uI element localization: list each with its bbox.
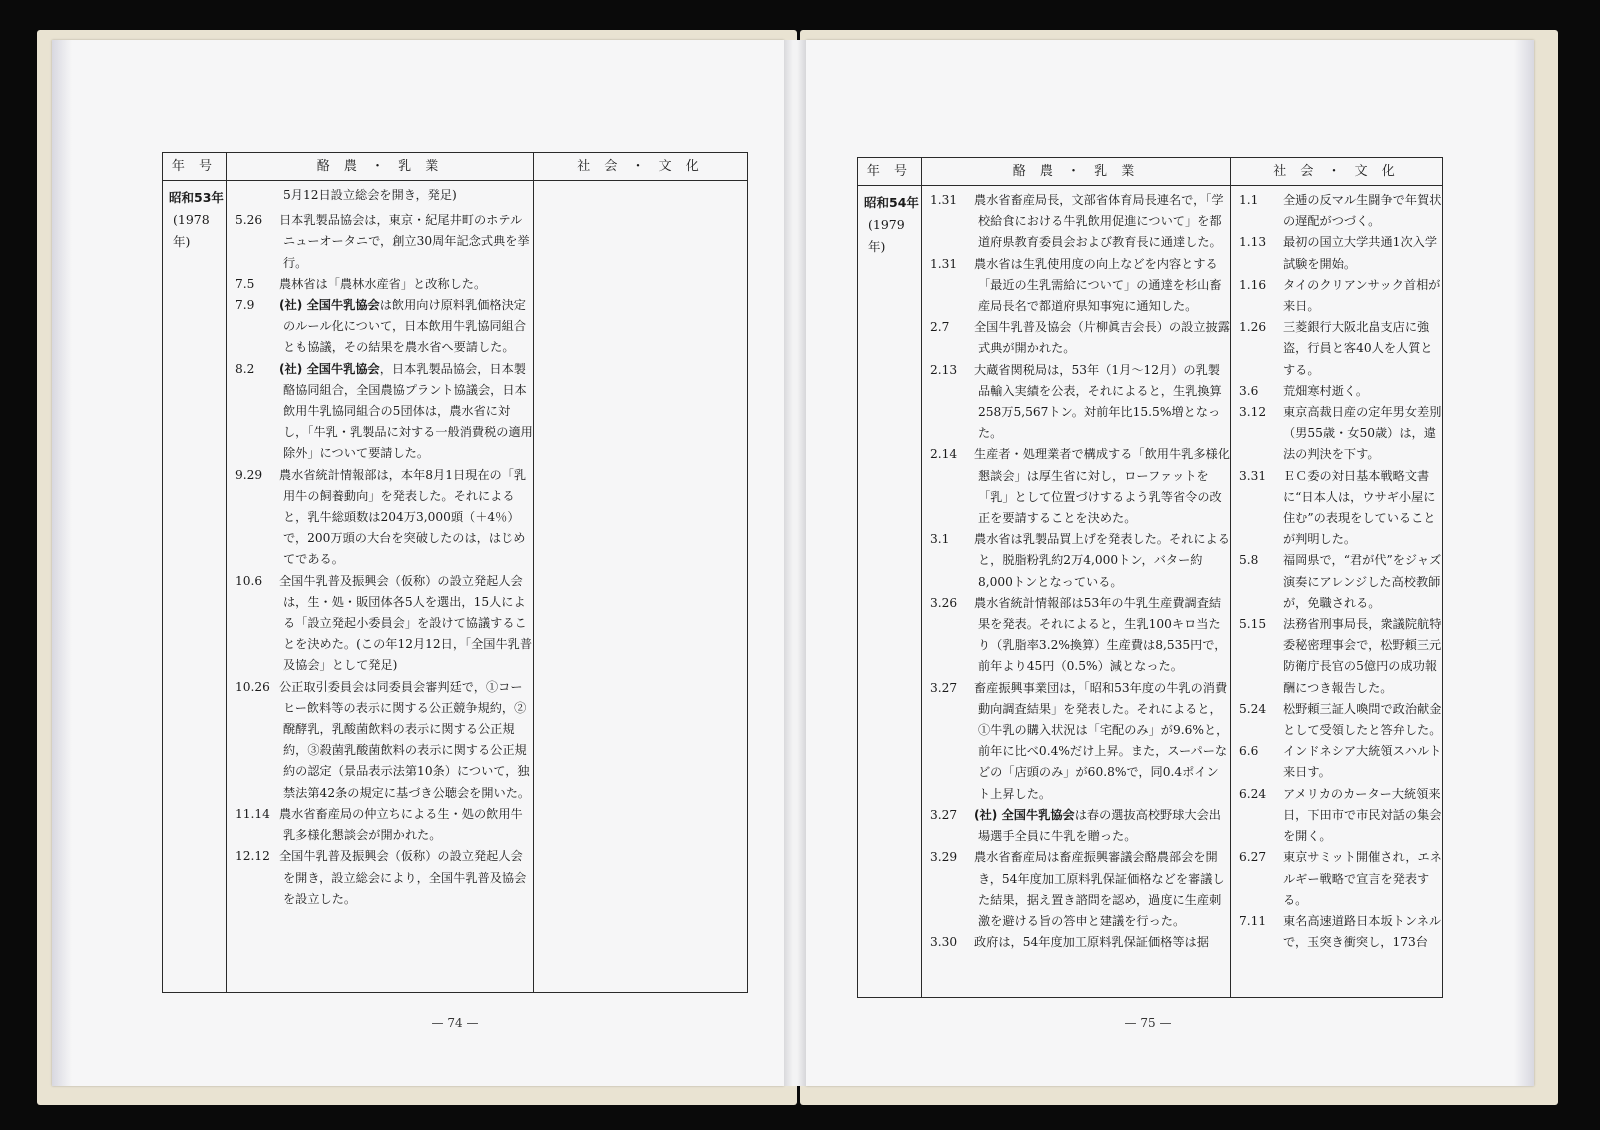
event-date: 6.6 — [1239, 744, 1259, 759]
event-entry — [227, 359, 533, 465]
event-text: 日本乳製品協会は，東京・紀尾井町のホテルニューオータニで，創立30周年記念式典を挙行。 — [279, 213, 530, 270]
event-text: ，日本乳製品協会，日本製酪協同組合，全国農協プラント協議会，日本飲用牛乳協同組合の5団体は，農水省に対し，「牛乳・乳製品に対する一般消費税の適用除外」について要請した。 — [283, 361, 533, 461]
event-text: 全国牛乳普及振興会（仮称）の設立発起人会は，生・処・販団体各5人を選出，15人による「設立発起小委員会」を設けて協議することを決めた。(この年12月12日，「全国牛乳普及協会」として発足) — [279, 573, 533, 673]
event-text: は飲用向け原料乳価格決定のルール化について，日本飲用牛乳協同組合とも協議，その結果を農水省へ要請した。 — [283, 298, 527, 355]
event-entry — [922, 932, 1230, 953]
event-text: 法務省刑事局長，衆議院航特委秘密理事会で，松野頼三元防衛庁長官の5億円の成功報酬につき報告した。 — [1283, 617, 1442, 695]
event-entry — [227, 846, 533, 910]
dairy-event-list — [922, 190, 1230, 953]
event-date: 1.31 — [930, 193, 958, 207]
event-text: 農水省畜産局は畜産振興審議会酪農部会を開き，54年度加工原料乳保証価格などを審議した結果，据え置き諮問を認め，過度に生産刺激を避ける旨の答申と建議を行った。 — [974, 850, 1225, 928]
event-text: 東京高裁日産の定年男女差別（男55歳・女50歳）は，違法の判決を下す。 — [1283, 405, 1442, 462]
event-text: 三菱銀行大阪北畠支店に強盗，行員と客40人を人質とする。 — [1283, 320, 1433, 377]
event-date: 1.31 — [930, 256, 958, 271]
event-date: 3.6 — [1239, 383, 1259, 398]
event-date: 5.26 — [235, 213, 263, 228]
dairy-events-cell — [227, 181, 534, 993]
header-year: 年 号 — [858, 158, 922, 186]
event-text: 農水省統計情報部は，本年8月1日現在の「乳用牛の飼養動向」を発表した。それによると，乳牛総頭数は204万3,000頭（＋4％）で，200万頭の大台を突破したのは，はじめてである。 — [279, 467, 527, 567]
event-text: ＥＣ委の対日基本戦略文書に“日本人は，ウサギ小屋に住む”の表現をしていることが判明した。 — [1283, 468, 1436, 547]
event-date: 5.8 — [1239, 553, 1259, 568]
year-era: 昭和53年 — [169, 190, 224, 205]
event-entry — [922, 805, 1230, 847]
event-text: 最初の国立大学共通1次入学試験を開始。 — [1283, 235, 1438, 271]
event-date: 8.2 — [235, 361, 255, 376]
year-western: (1979年) — [868, 217, 905, 254]
event-entry — [1231, 381, 1442, 402]
event-entry — [1231, 275, 1442, 317]
event-text: 生産者・処理業者で構成する「飲用牛乳多様化懇談会」は厚生省に対し，ローファットを「乳」として位置づけするよう乳等省令の改正を要請することを決めた。 — [974, 447, 1230, 526]
header-society: 社 会 ・ 文 化 — [534, 153, 748, 181]
year-cell — [858, 186, 922, 998]
event-date: 3.31 — [1239, 468, 1267, 483]
event-entry — [1231, 190, 1442, 232]
event-date: 11.14 — [235, 806, 270, 821]
event-text: 全逓の反マル生闘争で年賀状の遅配がつづく。 — [1283, 193, 1442, 229]
event-entry — [1231, 402, 1442, 466]
event-text: インドネシア大統領スハルト来日す。 — [1283, 744, 1442, 780]
page-number-left: — 74 — — [431, 1016, 479, 1030]
event-text: 全国牛乳普及協会（片柳眞吉会長）の設立披露式典が開かれた。 — [974, 320, 1230, 356]
page-edge-left — [52, 40, 72, 1086]
event-date: 7.11 — [1239, 913, 1267, 928]
year-era: 昭和54年 — [864, 195, 919, 210]
society-events-cell — [1231, 186, 1443, 998]
header-dairy: 酪 農 ・ 乳 業 — [922, 158, 1231, 186]
event-entry — [922, 254, 1230, 318]
event-date: 7.5 — [235, 276, 255, 291]
event-date: 7.9 — [235, 298, 255, 313]
event-entry — [227, 274, 533, 295]
event-date: 2.7 — [930, 320, 950, 335]
event-date: 1.13 — [1239, 235, 1267, 250]
dairy-events-cell — [922, 186, 1231, 998]
table-header-row — [858, 158, 1443, 186]
society-events-cell — [534, 181, 748, 993]
event-entry — [1231, 614, 1442, 699]
event-date: 3.27 — [930, 680, 958, 695]
event-text: 政府は，54年度加工原料乳保証価格等は据 — [974, 935, 1209, 950]
event-text: 全国牛乳普及振興会（仮称）の設立発起人会を開き，設立総会により，全国牛乳普及協会を設立した。 — [279, 849, 527, 906]
chronology-table-left — [162, 152, 748, 993]
event-date: 1.1 — [1239, 193, 1259, 207]
event-date: 3.30 — [930, 935, 958, 950]
event-organization: (社) 全国牛乳協会 — [279, 298, 380, 313]
event-date: 1.26 — [1239, 320, 1267, 335]
event-date: 12.12 — [235, 849, 270, 864]
event-entry — [1231, 550, 1442, 614]
society-event-list — [1231, 190, 1442, 953]
book-gutter — [784, 40, 806, 1086]
event-organization: (社) 全国牛乳協会 — [974, 807, 1075, 822]
page-edge-right — [1514, 40, 1534, 1086]
year-cell — [163, 181, 227, 993]
event-date: 1.16 — [1239, 277, 1267, 292]
event-date: 2.14 — [930, 447, 958, 462]
event-entry — [1231, 784, 1442, 848]
event-entry — [922, 529, 1230, 593]
header-society: 社 会 ・ 文 化 — [1231, 158, 1443, 186]
table-header-row — [163, 153, 748, 181]
event-text: 農林省は「農林水産省」と改称した。 — [279, 276, 487, 291]
event-entry — [1231, 911, 1442, 953]
event-organization: (社) 全国牛乳協会 — [279, 361, 380, 376]
event-text: 畜産振興事業団は，「昭和53年度の牛乳の消費動向調査結果」を発表した。それによると，①牛乳の購入状況は「宅配のみ」が9.6%と，前年に比べ0.4%だけ上昇。また，スーパーなどの「店頭のみ」が60.8%で，同0.4ポイント上昇した。 — [974, 680, 1229, 801]
event-text: 東名高速道路日本坂トンネルで，玉突き衝突し，173台 — [1283, 913, 1442, 950]
event-date: 6.24 — [1239, 786, 1267, 801]
table-row — [858, 186, 1443, 998]
event-text: 松野頼三証人喚問で政治献金として受領したと答弁した。 — [1283, 701, 1442, 738]
event-date: 3.27 — [930, 807, 958, 822]
event-entry — [922, 444, 1230, 529]
year-western: (1978年) — [173, 212, 210, 249]
event-entry — [227, 210, 533, 274]
event-entry — [922, 360, 1230, 445]
chronology-table-right — [857, 157, 1443, 998]
event-text: 農水省は生乳使用度の向上などを内容とする「最近の生乳需給について」の通達を杉山畜産局長名で都道府県知事宛に通知した。 — [974, 256, 1222, 314]
event-text: 農水省は乳製品買上げを発表した。それによると，脱脂粉乳約2万4,000トン，バター約8,000トンとなっている。 — [974, 532, 1230, 589]
page-number-right: — 75 — — [1124, 1016, 1172, 1030]
event-text: 大蔵省関税局は，53年（1月〜12月）の乳製品輸入実績を公表，それによると，生乳換算258万5,567トン。対前年比15.5%増となった。 — [974, 362, 1222, 441]
event-entry — [1231, 232, 1442, 274]
event-entry — [1231, 317, 1442, 381]
event-date: 3.1 — [930, 532, 950, 547]
event-entry — [227, 295, 533, 359]
event-date: 9.29 — [235, 467, 263, 482]
event-entry — [922, 678, 1230, 805]
header-year: 年 号 — [163, 153, 227, 181]
event-entry — [922, 317, 1230, 359]
event-entry — [922, 847, 1230, 932]
event-date: 3.12 — [1239, 405, 1267, 420]
event-entry — [227, 677, 533, 804]
event-entry — [1231, 741, 1442, 783]
event-text: 農水省畜産局の仲立ちによる生・処の飲用牛乳多様化懇談会が開かれた。 — [279, 806, 523, 843]
event-date: 5.24 — [1239, 701, 1267, 716]
event-date: 10.26 — [235, 679, 270, 694]
event-date: 3.29 — [930, 850, 958, 865]
event-text: 公正取引委員会は同委員会審判廷で，①コーヒー飲料等の表示に関する公正競争規約，②醗酵乳，乳酸菌飲料の表示に関する公正規約，③殺菌乳酸菌飲料の表示に関する公正規約の認定（景品表示法第10条）について，独禁法第42条の規定に基づき公聴会を開いた。 — [279, 679, 531, 800]
event-date: 2.13 — [930, 362, 958, 377]
event-entry — [1231, 466, 1442, 551]
event-entry — [1231, 847, 1442, 911]
event-entry — [227, 804, 533, 846]
event-text: 荒畑寒村逝く。 — [1283, 383, 1369, 398]
event-text: 福岡県で，“君が代”をジャズ演奏にアレンジした高校教師が，免職される。 — [1283, 553, 1442, 610]
event-text: 農水省畜産局長，文部省体育局長連名で，「学校給食における牛乳飲用促進について」を都道府県教育委員会および教育長に通達した。 — [974, 193, 1224, 250]
event-text: 農水省統計情報部は53年の牛乳生産費調査結果を発表。それによると，生乳100キロ当たり（乳脂率3.2%換算）生産費は8,535円で，前年より45円（0.5%）減となった。 — [974, 595, 1227, 674]
event-entry — [227, 465, 533, 571]
table-row — [163, 181, 748, 993]
event-date: 6.27 — [1239, 850, 1267, 865]
dairy-event-list — [227, 210, 533, 910]
continuation-text: 5月12日設立総会を開き，発足) — [283, 188, 457, 202]
event-entry — [1231, 699, 1442, 741]
event-date: 10.6 — [235, 573, 263, 588]
event-text: 東京サミット開催され，エネルギー戦略で宣言を発表する。 — [1283, 850, 1442, 907]
event-date: 3.26 — [930, 595, 958, 610]
event-entry — [922, 190, 1230, 254]
event-text: タイのクリアンサック首相が来日。 — [1283, 277, 1441, 314]
event-entry — [922, 593, 1230, 678]
event-text: アメリカのカーター大統領来日，下田市で市民対話の集会を開く。 — [1283, 786, 1442, 844]
header-dairy: 酪 農 ・ 乳 業 — [227, 153, 534, 181]
event-entry — [227, 571, 533, 677]
event-text: は春の選抜高校野球大会出場選手全員に牛乳を贈った。 — [978, 807, 1221, 844]
event-date: 5.15 — [1239, 617, 1267, 632]
